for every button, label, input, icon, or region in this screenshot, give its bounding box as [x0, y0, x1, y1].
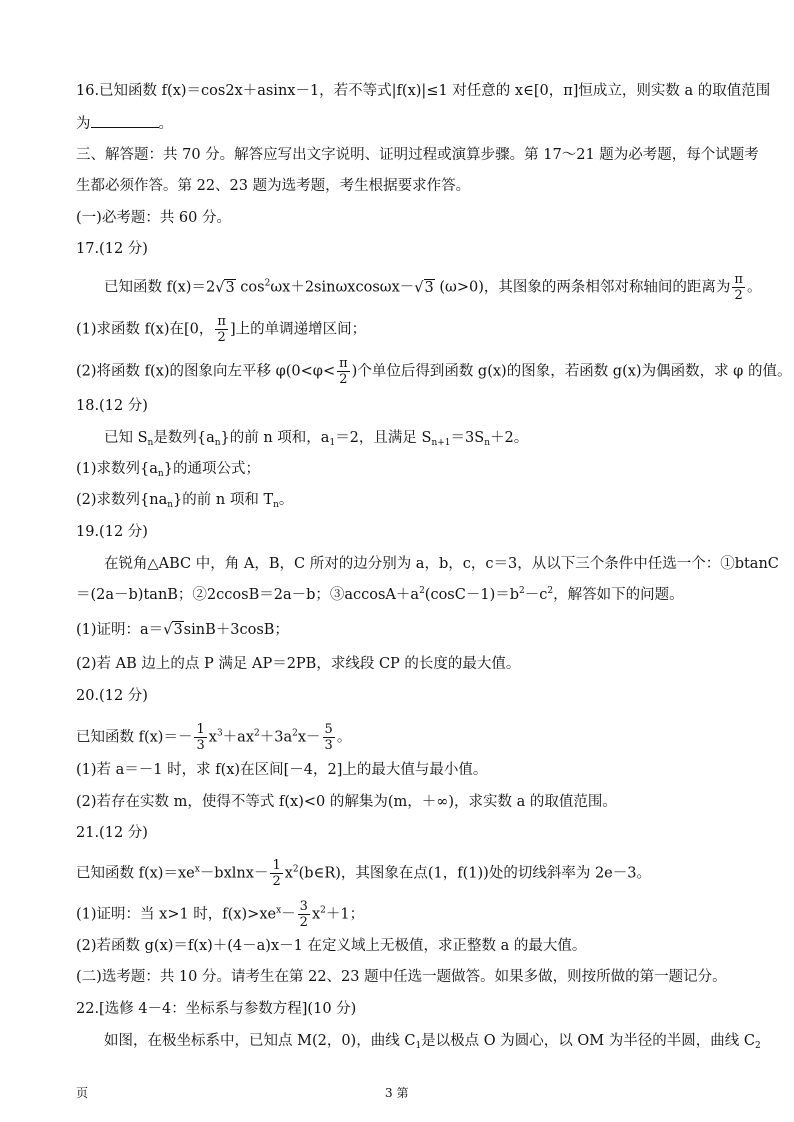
q22-header: 22.[选修 4－4：坐标系与参数方程](10 分) [76, 1001, 357, 1017]
q18-part2: (2)求数列$\{na_n\}$的前 n 项和 $T_n$。 [76, 492, 294, 510]
pi-over-2-fraction: $\frac{\pi}{2}$ [734, 272, 743, 303]
q19-part1: (1)证明：a＝√3sinB＋3cosB； [76, 622, 289, 638]
q20-header: 20.(12 分) [76, 688, 148, 704]
footer-page-number: 3 第 [385, 1086, 409, 1100]
section3-line2: 生都必须作答。第 22、23 题为选考题，考生根据要求作答。 [76, 178, 471, 194]
q16-line2-pre: 为 [76, 116, 91, 132]
q16-line1: 16.已知函数 f(x)＝cos2x＋asinx－1，若不等式|f(x)|≤1 对任意的 x∈[0，π]恒成立，则实数 a 的取值范围 [76, 83, 771, 99]
answer-blank[interactable] [91, 113, 159, 128]
q19-line2: ＝(2a－b)tanB；②2ccosB＝2a－b；$③accosA+a^2(\cos C-1)=b^2-c^2$，解答如下的问题。 [76, 586, 684, 603]
section3-line1: 三、解答题：共 70 分。解答应写出文字说明、证明过程或演算步骤。第 17～21 题为必考题，每个试题考 [76, 147, 759, 163]
q22-line1: 如图，在极坐标系中，已知点 M(2，0)，曲线 $C_1$是以极点 O 为圆心，以 OM 为半径的半圆，曲线 $C_2$ [104, 1033, 761, 1051]
q21-part1: (1)证明：当 x>1 时，$f(x)>xe^x-$ $\frac{3}{2}$ $x^2+1$； [76, 899, 365, 930]
q21-part2: (2)若函数 g(x)＝f(x)＋(4－a)x－1 在定义域上无极值，求正整数 a 的最大值。 [76, 938, 587, 954]
optional-header: (二)选考题：共 10 分。请考生在第 22、23 题中任选一题做答。如果多做，则按所做的第一题记分。 [76, 969, 727, 985]
q18-part1: (1)求数列$\{a_n\}$的通项公式； [76, 461, 260, 479]
q17-part2: (2)将函数 f(x)的图象向左平移 φ(0<φ< $\frac{\pi}{2}$ )个单位后得到函数 g(x)的图象，若函数 g(x)为偶函数，求 φ 的值。 [76, 356, 792, 387]
q16-line2 [76, 113, 722, 134]
q18-header: 18.(12 分) [76, 398, 148, 414]
q20-part2: (2)若存在实数 m，使得不等式 f(x)<0 的解集为(m，＋∞)，求实数 a 的取值范围。 [76, 794, 617, 810]
q16-line2-post: 。 [158, 116, 173, 132]
required-header: (一)必考题：共 60 分。 [76, 210, 231, 226]
footer-left: 页 [76, 1086, 89, 1100]
q17-header: 17.(12 分) [76, 241, 148, 257]
q19-line1: 在锐角△ABC 中，角 A，B，C 所对的边分别为 a，b，c，c＝3，从以下三个条件中任选一个：①btanC [104, 556, 779, 572]
q19-part2: (2)若 AB 边上的点 P 满足 AP＝2PB，求线段 CP 的长度的最大值。 [76, 656, 521, 672]
q20-part1: (1)若 a＝－1 时，求 f(x)在区间[－4，2]上的最大值与最小值。 [76, 762, 488, 778]
q20-stem: 已知函数 f(x)＝－ $\frac{1}{3}$ $x^3+ax^2+3a^2x-$ $\frac{5}{3}$ 。 [76, 722, 352, 753]
q17-stem: 已知函数 f(x)＝2√3 $\cos^2\omega x+2\sin\omega xcos\omega x-√3$ (ω>0)，其图象的两条相邻对称轴间的距离为 $\frac{\pi}{2}$ 。 [104, 272, 762, 303]
q19-header: 19.(12 分) [76, 524, 148, 540]
q21-stem: 已知函数 $f(x)=xe^x-bxlnx-$ $\frac{1}{2}$ $x^2(b\in R)$，其图象在点(1，f(1))处的切线斜率为 2e－3。 [76, 858, 651, 889]
q17-part1: (1)求函数 f(x)在[0， $\frac{\pi}{2}$ ]上的单调递增区间； [76, 314, 367, 345]
q18-stem: 已知 $S_n$是数列$\{a_n\}$的前 n 项和，$a_1=2$，且满足 $S_{n+1}=3S_n+2$。 [104, 430, 529, 448]
q21-header: 21.(12 分) [76, 825, 148, 841]
